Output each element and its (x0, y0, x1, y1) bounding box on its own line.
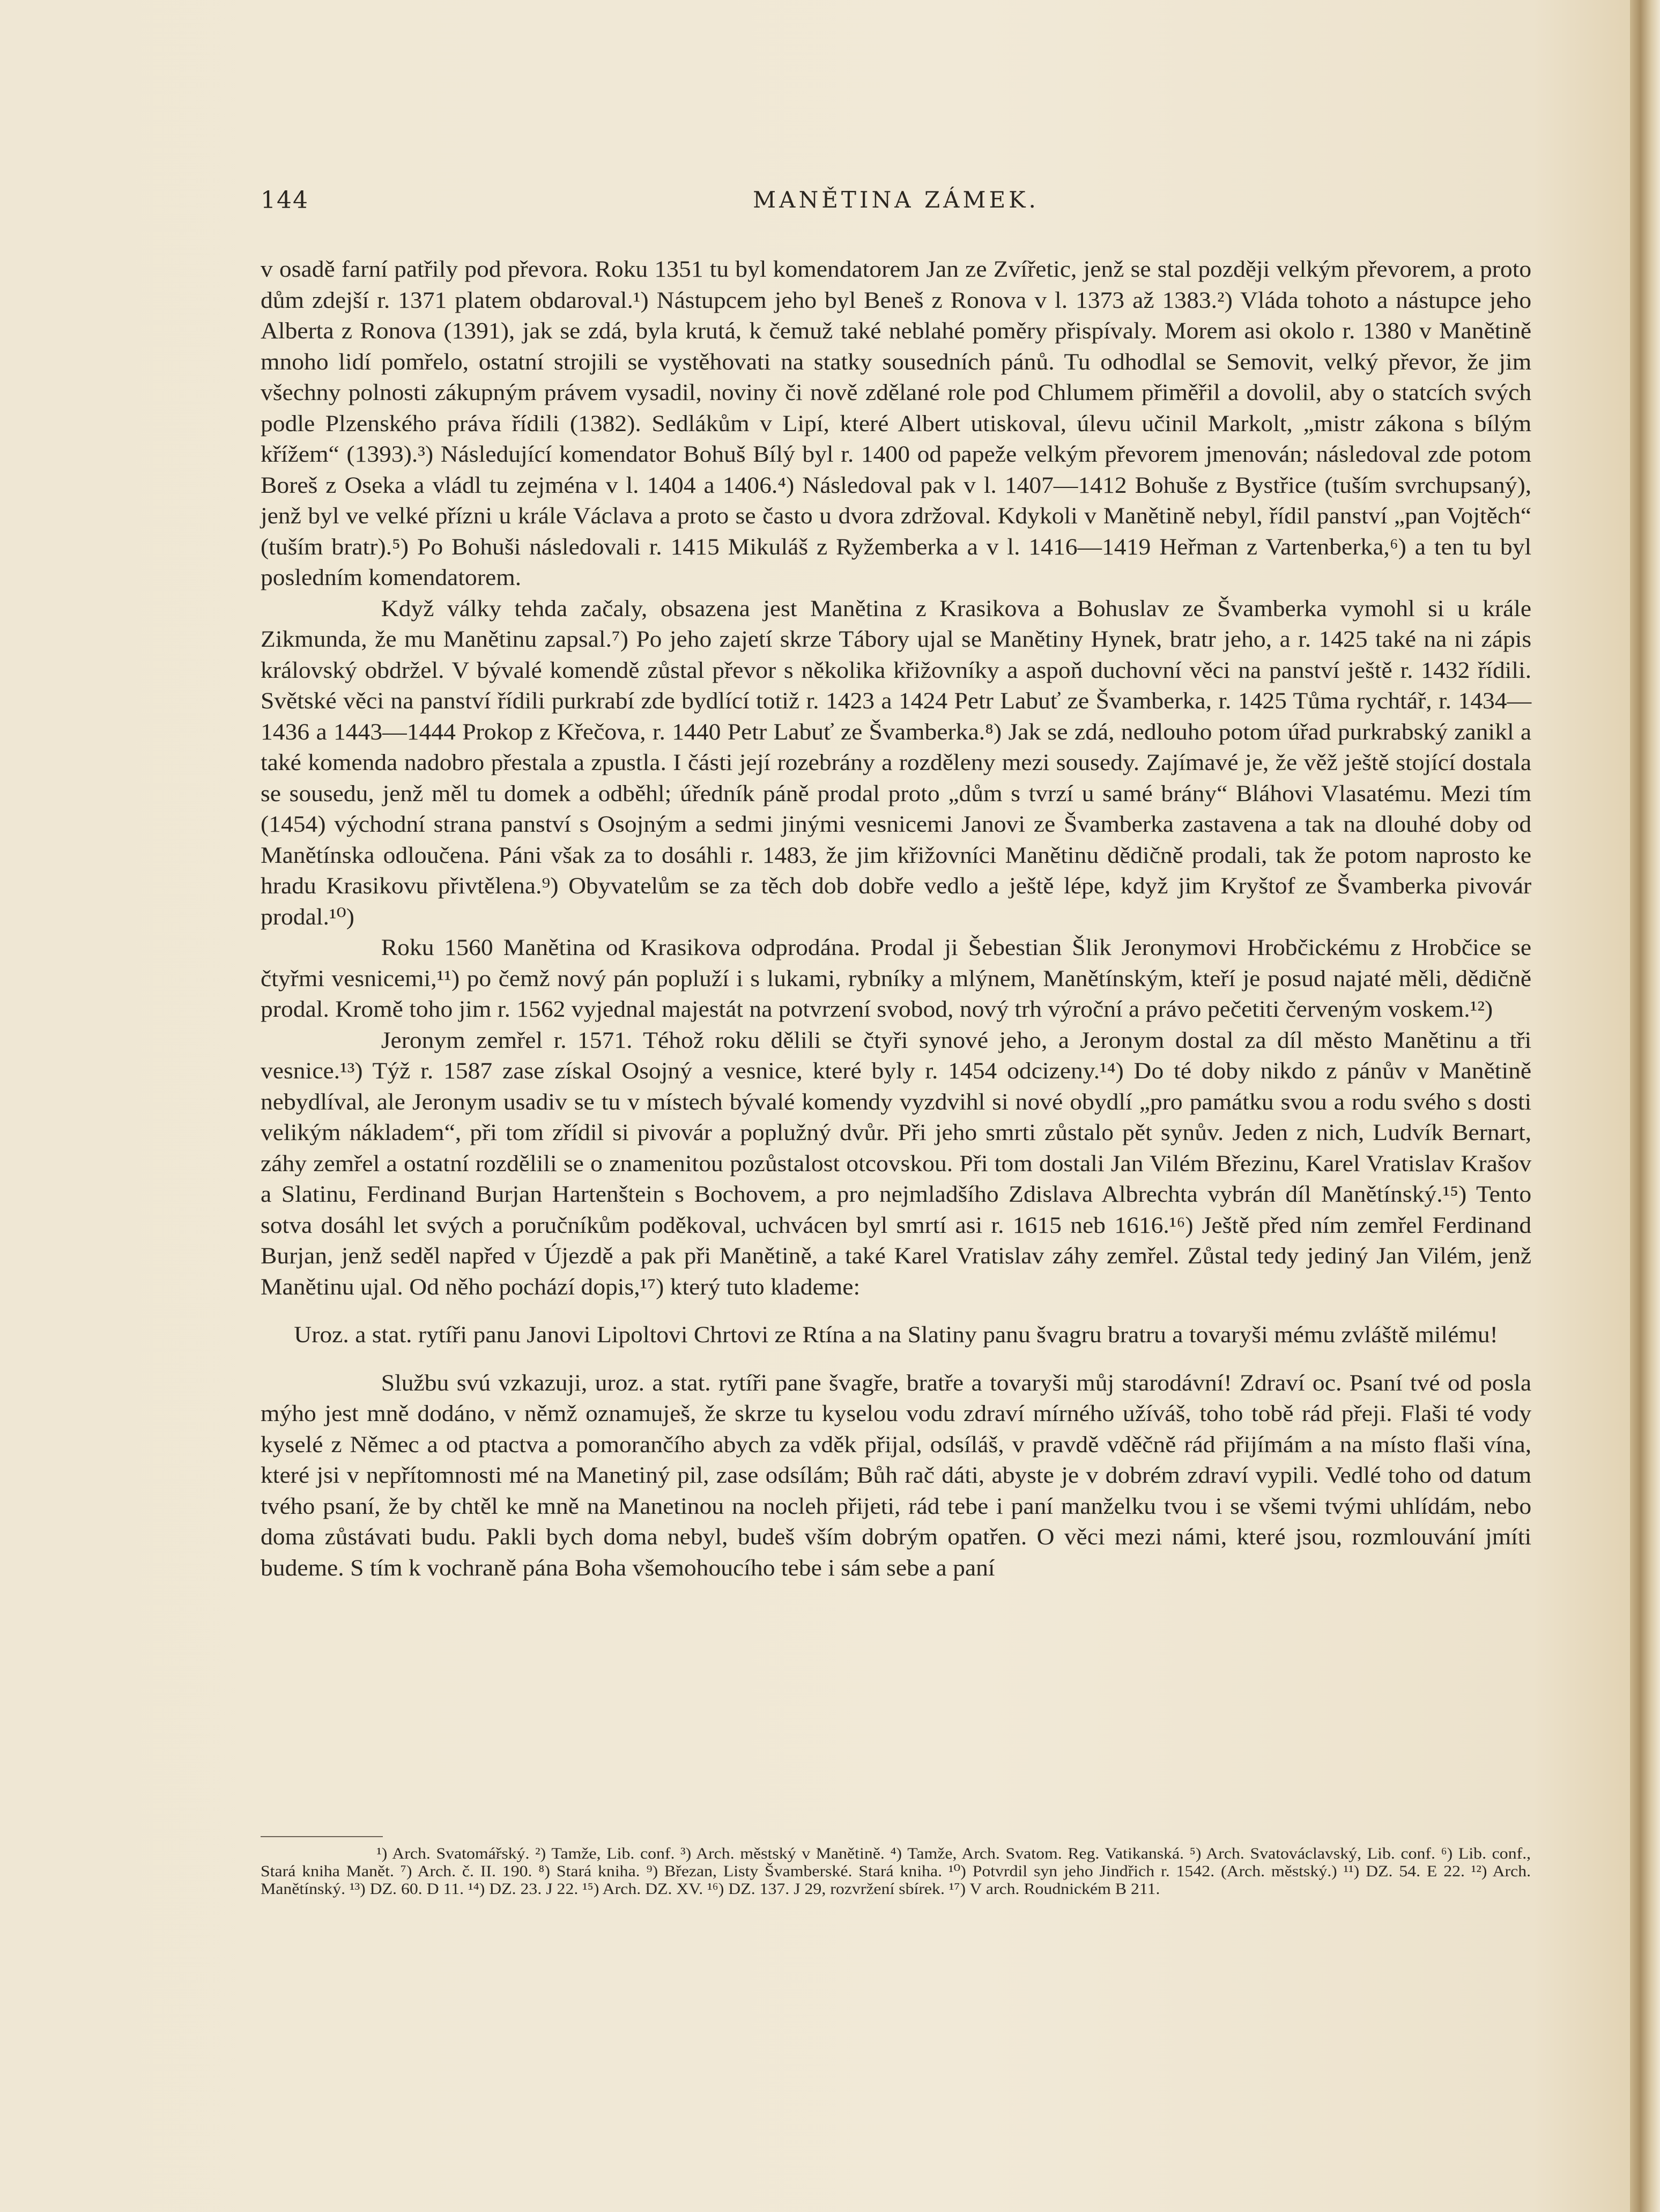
paragraph-2: Když války tehda začaly, obsazena jest Manětina z Krasikova a Bohuslav ze Švamberka vymohl si u krále Zikmunda, že mu Manětinu zapsal.⁷) Po jeho zajetí skrze Tábory ujal se Manětiny Hynek, bratr jeho, a r. 1425 také na ni zápis královský obdržel. V bývalé komendě zůstal převor s několika křižovníky a aspoň duchovní věci na panství ještě r. 1432 řídili. Světské věci na panství řídili purkrabí zde bydlící totiž r. 1423 a 1424 Petr Labuť ze Švamberka, r. 1425 Tůma rychtář, r. 1434—1436 a 1443—1444 Prokop z Křečova, r. 1440 Petr Labuť ze Švamberka.⁸) Jak se zdá, nedlouho potom úřad purkrabský zanikl a také komenda nadobro přestala a zpustla. I části její rozebrány a rozděleny mezi sousedy. Zajímavé je, že věž ještě stojící dostala se sousedu, jenž měl tu domek a odběhl; úředník páně prodal proto „dům s tvrzí u samé brány“ Bláhovi Vlasatému. Mezi tím (1454) východní strana panství s Osojným a sedmi jinými vesnicemi Janovi ze Švamberka zastavena a tak na dlouhé doby od Manětínska odloučena. Páni však za to dosáhli r. 1483, že jim křižovníci Manětinu dědičně prodali, tak že potom naprosto ke hradu Krasikovu přivtělena.⁹) Obyvatelům se za těch dob dobře vedlo a ještě lépe, když jim Kryštof ze Švamberka pivovár prodal.¹⁰) (261, 596, 1532, 930)
page-number: 144 (261, 187, 309, 214)
paragraph-1: v osadě farní patřily pod převora. Roku 1351 tu byl komendatorem Jan ze Zvířetic, jenž se stal později velkým převorem, a proto dům zdejší r. 1371 platem obdaroval.¹) Nástupcem jeho byl Beneš z Ronova v l. 1373 až 1383.²) Vláda tohoto a nástupce jeho Alberta z Ronova (1391), jak se zdá, byla krutá, k čemuž také neblahé poměry přispívaly. Morem asi okolo r. 1380 v Manětině mnoho lidí pomřelo, ostatní strojili se vystěhovati na statky sousedních pánů. Tu odhodlal se Semovit, velký převor, že jim všechny polnosti zákupným právem vysadil, noviny či nově zdělané role pod Chlumem přiměřil a dovolil, aby o statcích svých podle Plzenského práva řídili (1382). Sedlákům v Lipí, které Albert utiskoval, úlevu učinil Markolt, „mistr zákona s bílým křížem“ (1393).³) Následující komendator Bohuš Bílý byl r. 1400 od papeže velkým převorem jmenován; následoval zde potom Boreš z Oseka a vládl tu zejména v l. 1404 a 1406.⁴) Následoval pak v l. 1407—1412 Bohuše z Bystřice (tuším svrchupsaný), jenž byl ve velké přízni u krále Václava a proto se často u dvora zdržoval. Kdykoli v Manětině nebyl, řídil panství „pan Vojtěch“ (tuším bratr).⁵) Po Bohuši následovali r. 1415 Mikuláš z Ryžemberka a v l. 1416—1419 Heřman z Vartenberka,⁶) a ten tu byl posledním komendatorem. (261, 257, 1532, 590)
running-title: MANĚTINA ZÁMEK. (753, 187, 1039, 213)
letter-text: Službu svú vzkazuji, uroz. a stat. rytíři pane švagře, bratře a tovaryši můj starodávní! Zdraví oc. Psaní tvé od posla mýho jest mně dodáno, v němž oznamuješ, že skrze tu kyselou vodu zdraví mírného užíváš, toho tobě rád přeji. Flaši té vody kyselé z Němec a od ptactva a pomorančího abych za vděk přijal, odsíláš, v pravdě vděčně rád přijímám a na místo flaši vína, které jsi v nepřítomnosti mé na Manetiný pil, zase odsílám; Bůh rač dáti, abyste je v dobrém zdraví vypili. Vedlé toho od datum tvého psaní, že by chtěl ke mně na Manetinou na nocleh přijeti, rád tebe i paní manželku tvou i se všemi tvými uhlídám, nebo doma zůstávati budu. Pakli bych doma nebyl, budeš vším dobrým opatřen. O věci mezi námi, které jsou, rozmlouvání jmíti budeme. S tím k vochraně pána Boha všemohoucího tebe i sám sebe a paní (261, 1370, 1532, 1581)
letter-salutation: Uroz. a stat. rytíři panu Janovi Lipoltovi Chrtovi ze Rtína a na Slatiny panu švagru bratru a tovaryši mému zvláště milému! (294, 1322, 1498, 1348)
paragraph-4: Jeronym zemřel r. 1571. Téhož roku dělili se čtyři synové jeho, a Jeronym dostal za díl město Manětinu a tři vesnice.¹³) Týž r. 1587 zase získal Osojný a vesnice, které byly r. 1454 odcizeny.¹⁴) Do té doby nikdo z pánův v Manětině nebydlíval, ale Jeronym usadiv se tu v místech bývalé komendy vyzdvihl si nové obydlí „pro památku svou a rodu svého s dosti velikým nákladem“, při tom zřídil si pivovár a poplužný dvůr. Při jeho smrti zůstalo pět synův. Jeden z nich, Ludvík Bernart, záhy zemřel a ostatní rozdělili se o znamenitou pozůstalost otcovskou. Při tom dostali Jan Vilém Březinu, Karel Vratislav Krašov a Slatinu, Ferdinand Burjan Hartenštein s Bochovem, a pro nejmladšího Zdislava Albrechta vybrán díl Manětínský.¹⁵) Tento sotva dosáhl let svých a poručníkům poděkoval, uchvácen byl smrtí asi r. 1615 neb 1616.¹⁶) Ještě před ním zemřel Ferdinand Burjan, jenž seděl napřed v Újezdě a pak při Manětině, a také Karel Vratislav záhy zemřel. Zůstal tedy jediný Jan Vilém, jenž Manětinu ujal. Od něho pochází dopis,¹⁷) který tuto klademe: (261, 1027, 1532, 1300)
paragraph-3: Roku 1560 Manětina od Krasikova odprodána. Prodal ji Šebestian Šlik Jeronymovi Hrobčickému z Hrobčice se čtyřmi vesnicemi,¹¹) po čemž nový pán popluží i s lukami, rybníky a mlýnem, Manětínským, kteří je posud najaté měli, dědičně prodal. Kromě toho jim r. 1562 vyjednal majestát na potvrzení svobod, nový trh výroční a právo pečetiti červeným voskem.¹²) (261, 935, 1532, 1022)
page-edge (1630, 0, 1660, 2212)
body-text (261, 254, 1531, 1584)
page-header (261, 187, 1531, 230)
footnotes-divider (261, 1836, 383, 1837)
footnotes (261, 1845, 1531, 1898)
footnotes-text: ¹) Arch. Svatomářský. ²) Tamže, Lib. conf. ³) Arch. městský v Manětině. ⁴) Tamže, Arch. Svatom. Reg. Vatikanská. ⁵) Arch. Svatováclavský, Lib. conf. ⁶) Lib. conf., Stará kniha Manět. ⁷) Arch. č. II. 190. ⁸) Stará kniha. ⁹) Březan, Listy Švamberské. Stará kniha. ¹⁰) Potvrdil syn jeho Jindřich r. 1542. (Arch. městský.) ¹¹) DZ. 54. E 22. ¹²) Arch. Manětínský. ¹³) DZ. 60. D 11. ¹⁴) DZ. 23. J 22. ¹⁵) Arch. DZ. XV. ¹⁶) DZ. 137. J 29, rozvržení sbírek. ¹⁷) V arch. Roudnickém B 211. (261, 1845, 1531, 1898)
